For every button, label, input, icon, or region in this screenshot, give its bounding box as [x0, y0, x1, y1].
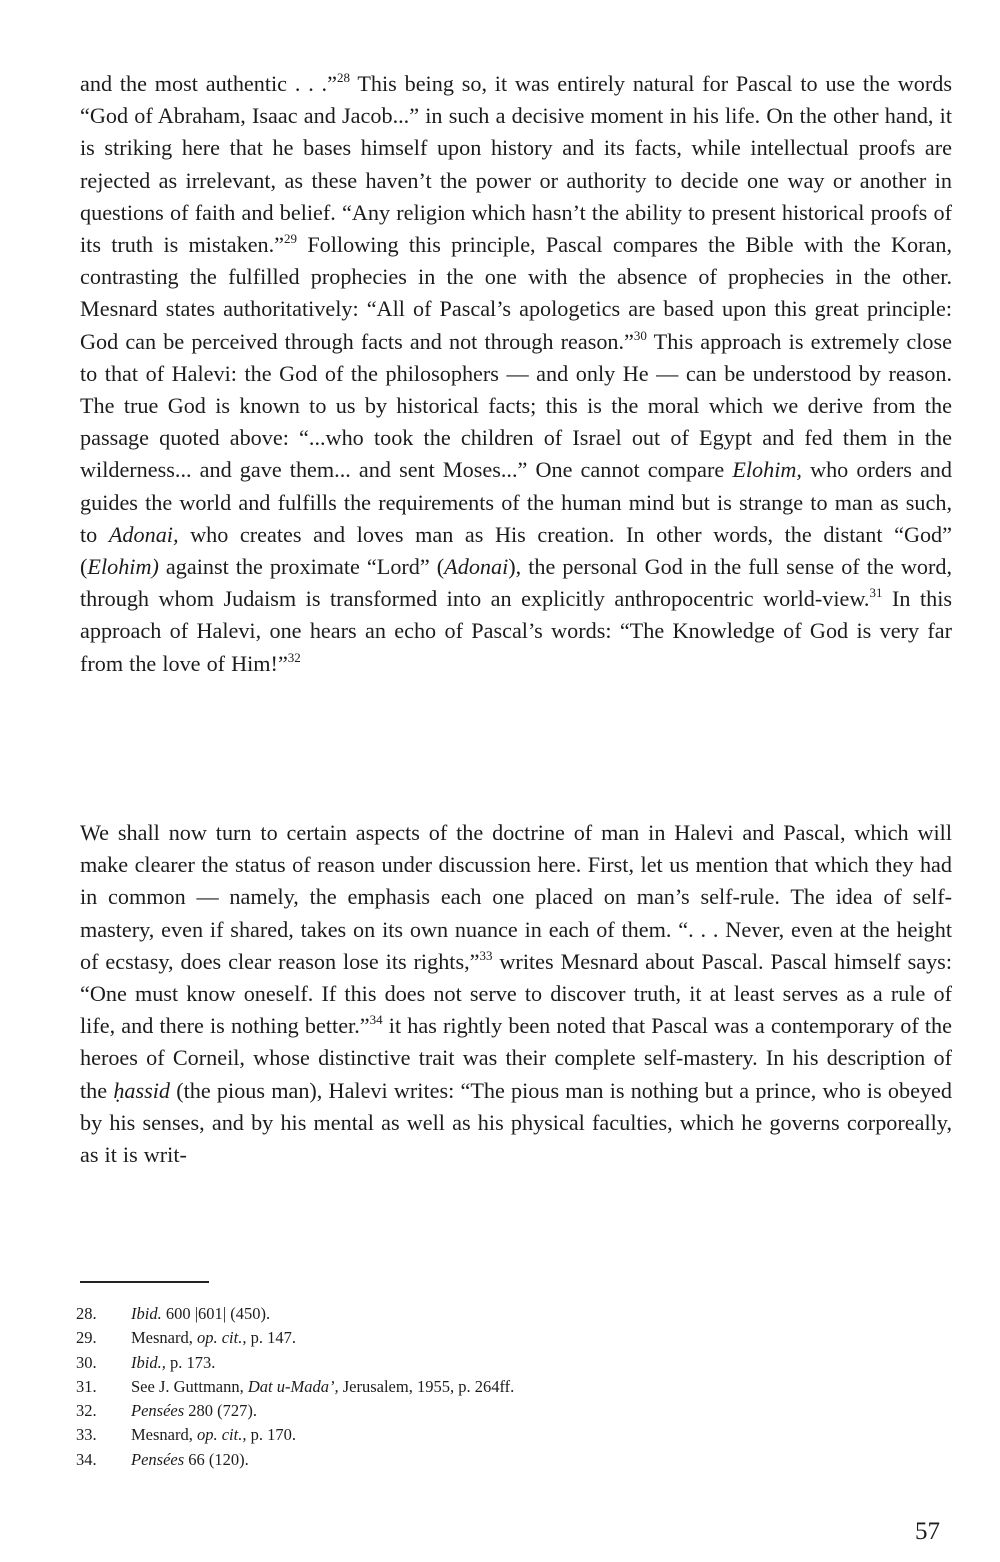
- footnote-number: 32.: [76, 1401, 97, 1421]
- text-run: writes Mesnard about Pascal. Pascal himself says: “One must know oneself. If this does not serve to discover truth, it at least serves as a rule of life, and there is nothing better.”: [80, 948, 952, 1039]
- page-number: 57: [915, 1518, 940, 1545]
- footnote-text: [131, 1351, 776, 1375]
- italic-text: Dat u-Mada’,: [247, 1376, 339, 1396]
- footnote-text: [131, 1326, 776, 1350]
- text-run: who orders and guides the world and fulfills the requirements of the human mind but is strange to man as such, to: [80, 457, 952, 547]
- text-run: In this approach of Halevi, one hears an echo of Pascal’s words: “The Knowledge of God is very far from the love of Him!”: [80, 586, 952, 676]
- text-run: 280 (727).: [184, 1401, 258, 1421]
- footnote-reference: 30: [633, 327, 647, 343]
- text-run: who creates and loves man as His creation. In other words, the distant “God” (: [80, 521, 952, 580]
- italic-text: Pensées: [131, 1401, 185, 1421]
- footnote-item: [76, 1302, 776, 1326]
- text-run: 66 (120).: [184, 1449, 249, 1469]
- text-run: ), the personal God in the full sense of the word, through whom Judaism is transformed into an explicitly anthropocentric world-view.: [80, 554, 952, 612]
- italic-text: Elohim): [87, 554, 159, 580]
- italic-text: Elohim,: [732, 457, 802, 483]
- body-paragraph-1: [80, 68, 952, 680]
- footnote-text: [131, 1375, 776, 1399]
- footnote-number: 31.: [76, 1376, 97, 1396]
- footnote-reference: 34: [369, 1012, 383, 1028]
- footnote-text: [131, 1302, 776, 1326]
- footnote-item: [76, 1399, 776, 1423]
- text-run: p. 173.: [165, 1352, 216, 1372]
- italic-text: ḥassid: [113, 1077, 171, 1103]
- text-run: Mesnard,: [131, 1328, 197, 1348]
- footnote-reference: 31: [869, 585, 883, 601]
- footnote-reference: 28: [336, 70, 350, 85]
- text-run: and the most authentic . . .”: [80, 71, 337, 96]
- text-run: it has rightly been noted that Pascal was a contemporary of the heroes of Corneil, whose distinctive trait was their complete self-mastery. In his description of the: [80, 1013, 952, 1103]
- text-run: This approach is extremely close to that of Halevi: the God of the philosophers — and only He — can be understood by reason. The true God is known to us by historical facts; this is the moral which we derive from the passage quoted above: “...who took the children of Israel out of Egypt and fed them in the wilderness... and gave them... and sent Moses...” One cannot compare: [80, 328, 952, 483]
- body-paragraph-2: [80, 817, 952, 1171]
- footnote-item: [76, 1326, 776, 1350]
- footnote-number: 30.: [76, 1352, 97, 1372]
- text-run: See J. Guttmann,: [131, 1376, 248, 1396]
- text-run: This being so, it was entirely natural for Pascal to use the words “God of Abraham, Isaac and Jacob...” in such a decisive moment in his life. On the other hand, it is striking here that he bases himself upon history and its facts, while intellectual proofs are rejected as irrelevant, as these haven’t the power or authority to decide one way or another in questions of faith and belief. “Any religion which hasn’t the ability to present historical proofs of its truth is mistaken.”: [80, 71, 952, 258]
- italic-text: op. cit.,: [196, 1425, 247, 1445]
- footnote-item: [76, 1351, 776, 1375]
- text-run: Mesnard,: [131, 1425, 197, 1445]
- footnote-number: 28.: [76, 1304, 97, 1323]
- text-run: (the pious man), Halevi writes: “The pious man is nothing but a prince, who is obeyed by his senses, and by his mental as well as his physical faculties, which he governs corporeally, as it is writ-: [80, 1077, 952, 1168]
- footnote-reference: 33: [479, 947, 493, 963]
- footnote-separator: [80, 1281, 209, 1283]
- footnote-reference: 29: [284, 231, 298, 247]
- text-run: We shall now turn to certain aspects of the doctrine of man in Halevi and Pascal, which will make clearer the status of reason under discussion here. First, let us mention that which they had in common — namely, the emphasis each one placed on man’s self-rule. The idea of self-mastery, even if shared, takes on its own nuance in each of them. “. . . Never, even at the height of ecstasy, does clear reason lose its rights,”: [80, 820, 952, 974]
- text-run: p. 147.: [246, 1328, 296, 1348]
- footnote-item: [76, 1448, 776, 1472]
- text-run: Following this principle, Pascal compares the Bible with the Koran, contrasting the fulfilled prophecies in the one with the absence of prophecies in the other. Mesnard states authoritatively: “All of Pascal’s apologetics are based upon this great principle: God can be perceived through facts and not through reason.”: [80, 232, 953, 354]
- footnote-text: [131, 1399, 776, 1423]
- footnote-number: 34.: [76, 1449, 97, 1469]
- italic-text: Pensées: [131, 1449, 185, 1469]
- text-run: 600 |601| (450).: [161, 1304, 271, 1323]
- italic-text: Ibid.: [131, 1304, 162, 1323]
- italic-text: Adonai,: [108, 521, 179, 547]
- text-run: against the proximate “Lord” (: [158, 554, 445, 580]
- footnote-number: 29.: [76, 1328, 97, 1348]
- footnotes-list: [76, 1302, 776, 1472]
- text-run: p. 170.: [246, 1425, 296, 1445]
- footnote-item: [76, 1423, 776, 1447]
- text-run: Jerusalem, 1955, p. 264ff.: [338, 1376, 515, 1396]
- italic-text: Ibid.,: [131, 1352, 166, 1372]
- footnote-text: [131, 1448, 776, 1472]
- italic-text: op. cit.,: [196, 1328, 247, 1348]
- footnote-text: [131, 1423, 776, 1447]
- footnote-reference: 32: [287, 649, 301, 665]
- italic-text: Adonai: [444, 554, 509, 580]
- footnote-number: 33.: [76, 1425, 97, 1445]
- footnote-item: [76, 1375, 776, 1399]
